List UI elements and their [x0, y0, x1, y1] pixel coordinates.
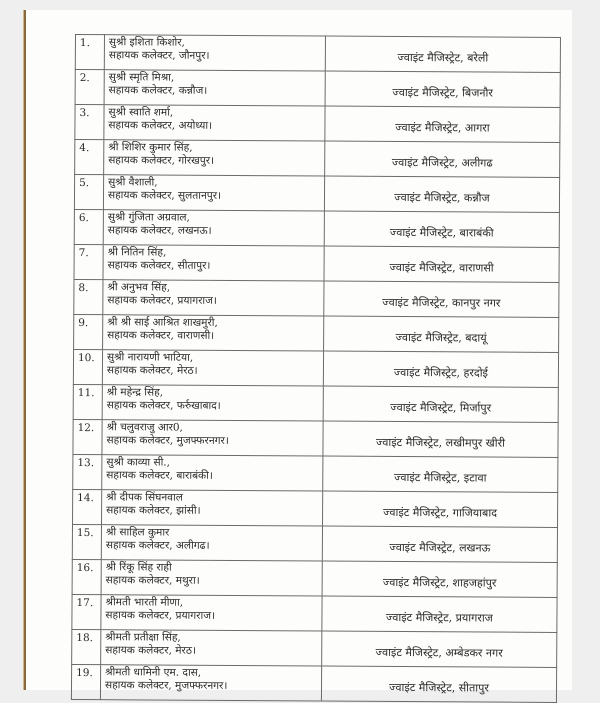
new-posting: ज्वाइंट मैजिस्ट्रेट, बरेली [325, 36, 560, 72]
table-row [73, 384, 558, 422]
new-posting: ज्वाइंट मैजिस्ट्रेट, मिर्जापुर [323, 386, 558, 422]
current-posting: सहायक कलेक्टर, फर्रुखाबाद। [106, 399, 221, 412]
officer-name: सुश्री वैशाली, [108, 176, 158, 189]
officer-cell [103, 210, 324, 246]
officer-name: श्री श्री साई आश्रित शाखमुरी, [107, 316, 218, 329]
officer-cell [103, 280, 324, 316]
new-posting: ज्वाइंट मैजिस्ट्रेट, सीतापुर [321, 666, 556, 702]
officer-cell [102, 420, 323, 456]
table-row [72, 594, 557, 632]
serial-number: 18. [72, 629, 101, 664]
new-posting: ज्वाइंट मैजिस्ट्रेट, शाहजहांपुर [322, 561, 557, 597]
new-posting: ज्वाइंट मैजिस्ट्रेट, प्रयागराज [322, 596, 557, 632]
officer-name: श्री दीपक सिंघनवाल [106, 491, 183, 504]
current-posting: सहायक कलेक्टर, जौनपुर। [108, 49, 210, 62]
officer-cell [104, 140, 325, 176]
officer-name: श्री रिंकू सिंह राही [105, 561, 172, 574]
new-posting: ज्वाइंट मैजिस्ट्रेट, बदायूं [324, 316, 559, 352]
transfer-list-table [71, 34, 561, 703]
current-posting: सहायक कलेक्टर, मेरठ। [106, 364, 198, 377]
current-posting: सहायक कलेक्टर, सुलतानपुर। [107, 189, 222, 202]
new-posting: ज्वाइंट मैजिस्ट्रेट, बाराबंकी [324, 211, 559, 247]
new-posting: ज्वाइंट मैजिस्ट्रेट, इटावा [323, 456, 558, 492]
officer-name: सुश्री स्मृति मिश्रा, [108, 71, 175, 84]
officer-cell [101, 595, 322, 631]
new-posting: ज्वाइंट मैजिस्ट्रेट, आगरा [325, 106, 560, 142]
serial-number: 1. [75, 35, 104, 70]
current-posting: सहायक कलेक्टर, मुजफ्फरनगर। [106, 434, 229, 447]
table-row [72, 629, 557, 667]
new-posting: ज्वाइंट मैजिस्ट्रेट, कन्नौज [324, 176, 559, 212]
serial-number: 11. [73, 384, 102, 419]
table-row [71, 664, 556, 702]
serial-number: 6. [74, 209, 103, 244]
current-posting: सहायक कलेक्टर, प्रयागराज। [105, 609, 216, 622]
current-posting: सहायक कलेक्टर, कन्नौज। [108, 84, 208, 97]
serial-number: 16. [72, 559, 101, 594]
officer-name: सुश्री काव्या सी., [106, 456, 171, 469]
table-row [75, 105, 560, 143]
table-row [73, 349, 558, 387]
new-posting: ज्वाइंट मैजिस्ट्रेट, कानपुर नगर [324, 281, 559, 317]
officer-cell [104, 35, 325, 71]
current-posting: सहायक कलेक्टर, प्रयागराज। [107, 294, 217, 307]
table-row [74, 314, 559, 352]
officer-cell [102, 385, 323, 421]
new-posting: ज्वाइंट मैजिस्ट्रेट, हरदोई [323, 351, 558, 387]
officer-cell [103, 175, 324, 211]
officer-name: श्रीमती भारती मीणा, [105, 596, 184, 609]
table-row [73, 419, 558, 457]
current-posting: सहायक कलेक्टर, लखनऊ। [107, 224, 212, 237]
officer-name: श्री साहिल कुमार [105, 526, 170, 539]
officer-cell [102, 350, 323, 386]
current-posting: सहायक कलेक्टर, अलीगढ। [105, 539, 210, 552]
table-row [72, 524, 557, 562]
officer-name: श्री नितिन सिंह, [107, 246, 167, 259]
serial-number: 5. [74, 175, 103, 210]
table-row [73, 489, 558, 527]
current-posting: सहायक कलेक्टर, वाराणसी। [107, 329, 215, 342]
serial-number: 15. [72, 524, 101, 559]
table-row [74, 175, 559, 213]
table-row [74, 209, 559, 247]
officer-cell [100, 665, 321, 701]
new-posting: ज्वाइंट मैजिस्ट्रेट, वाराणसी [324, 246, 559, 282]
new-posting: ज्वाइंट मैजिस्ट्रेट, लखनऊ [322, 526, 557, 562]
officer-cell [102, 455, 323, 491]
new-posting: ज्वाइंट मैजिस्ट्रेट, अलीगढ [325, 141, 560, 177]
current-posting: सहायक कलेक्टर, मुजफ्फरनगर। [104, 679, 228, 692]
officer-name: श्री महेन्द्र सिंह, [106, 386, 164, 399]
current-posting: सहायक कलेक्टर, अयोध्या। [108, 119, 213, 132]
officer-name: सुश्री स्वाति शर्मा, [108, 106, 174, 119]
officer-name: श्रीमती प्रतीक्षा सिंह, [105, 631, 181, 644]
table-row [74, 244, 559, 282]
serial-number: 9. [74, 314, 103, 349]
serial-number: 14. [73, 489, 102, 524]
table-row [73, 454, 558, 492]
officer-cell [103, 245, 324, 281]
serial-number: 13. [73, 454, 102, 489]
officer-cell [103, 315, 324, 351]
current-posting: सहायक कलेक्टर, बाराबंकी। [106, 469, 213, 482]
current-posting: सहायक कलेक्टर, मथुरा। [105, 574, 200, 587]
serial-number: 3. [75, 105, 104, 140]
table-row [75, 35, 560, 73]
table-row [72, 559, 557, 597]
officer-name: श्री अनुभव सिंह, [107, 281, 171, 294]
current-posting: सहायक कलेक्टर, सीतापुर। [107, 259, 211, 272]
current-posting: सहायक कलेक्टर, झांसी। [106, 504, 201, 517]
new-posting: ज्वाइंट मैजिस्ट्रेट, गाजियाबाद [322, 491, 557, 527]
new-posting: ज्वाइंट मैजिस्ट्रेट, लखीमपुर खीरी [323, 421, 558, 457]
officer-cell [101, 560, 322, 596]
document-page [24, 10, 572, 695]
table-row [75, 140, 560, 178]
table-row [75, 70, 560, 108]
officer-cell [102, 490, 323, 526]
table-row [74, 279, 559, 317]
officer-name: सुश्री गुंजिता अग्रवाल, [107, 211, 190, 224]
officer-cell [104, 70, 325, 106]
officer-name: श्री शिशिर कुमार सिंह, [108, 141, 193, 154]
officer-cell [104, 105, 325, 141]
officer-cell [101, 630, 322, 666]
officer-name: सुश्री इशिता किशोर, [108, 36, 185, 49]
serial-number: 2. [75, 70, 104, 105]
officer-cell [101, 525, 322, 561]
serial-number: 7. [74, 244, 103, 279]
serial-number: 10. [73, 349, 102, 384]
serial-number: 17. [72, 594, 101, 629]
serial-number: 12. [73, 419, 102, 454]
officer-name: सुश्री नारायणी भाटिया, [106, 351, 194, 364]
new-posting: ज्वाइंट मैजिस्ट्रेट, बिजनौर [325, 71, 560, 107]
officer-name: श्रीमती धामिनी एम. दास, [105, 666, 202, 679]
current-posting: सहायक कलेक्टर, गोरखपुर। [108, 154, 215, 167]
serial-number: 4. [75, 140, 104, 175]
current-posting: सहायक कलेक्टर, मेरठ। [105, 644, 196, 657]
serial-number: 19. [71, 664, 100, 699]
new-posting: ज्वाइंट मैजिस्ट्रेट, अम्बेडकर नगर [322, 631, 557, 667]
officer-name: श्री चलुवराजु आर0, [106, 421, 183, 434]
serial-number: 8. [74, 279, 103, 314]
